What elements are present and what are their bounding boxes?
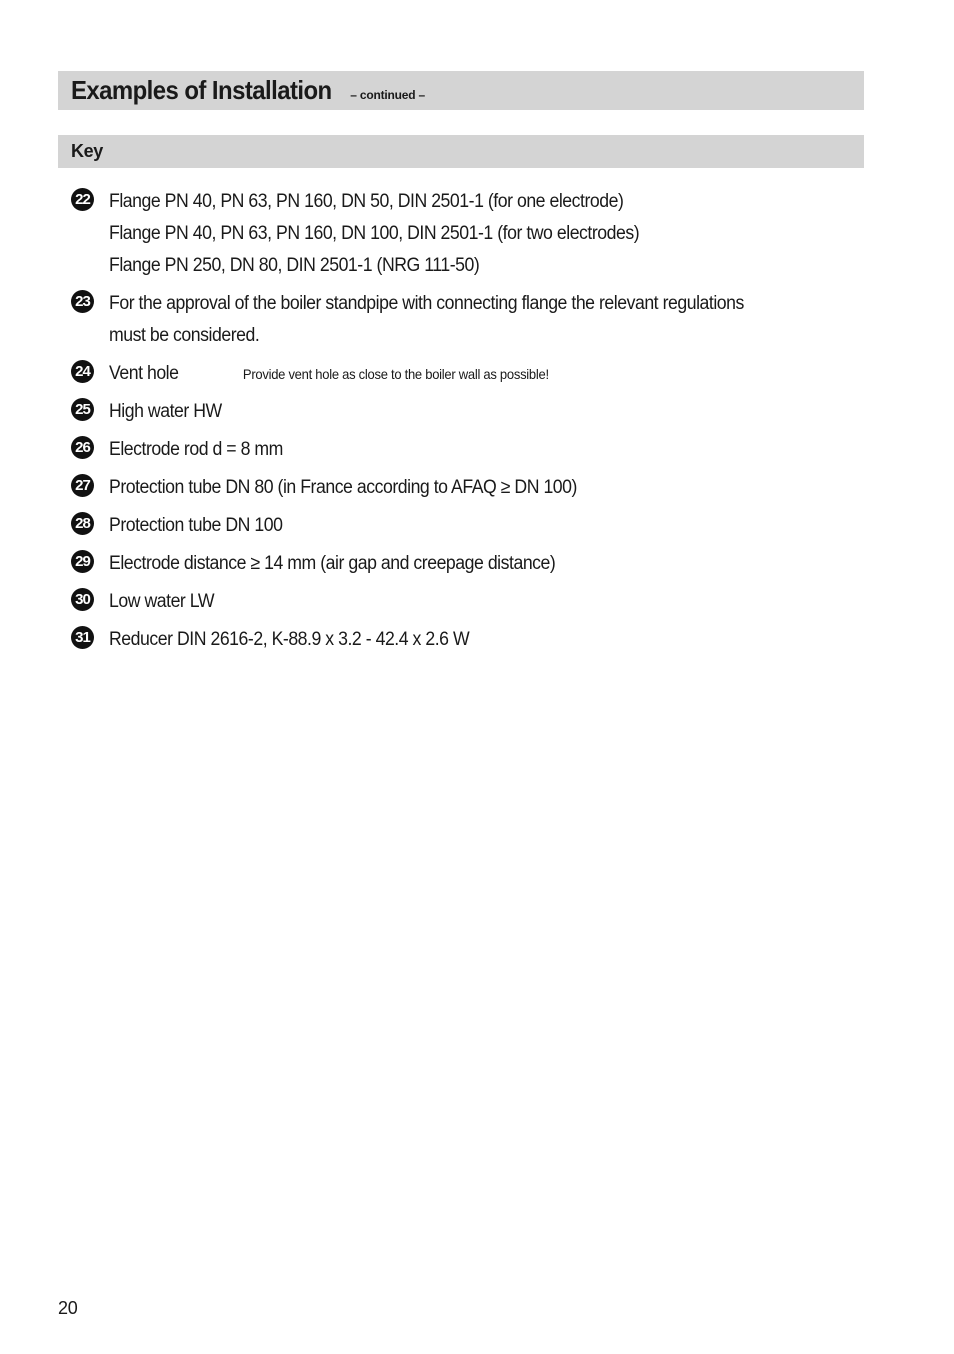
page-number: 20	[58, 1298, 78, 1318]
page-title: Examples of Installation	[71, 75, 332, 105]
key-item-text: Vent hole	[109, 363, 179, 384]
key-item-29	[71, 548, 831, 580]
key-item-28	[71, 510, 831, 542]
key-item-25	[71, 396, 831, 428]
key-item-text: must be considered.	[109, 325, 260, 346]
key-title: Key	[71, 141, 103, 161]
page-header	[58, 71, 864, 110]
key-item-31	[71, 624, 831, 656]
number-badge-icon: 25	[71, 398, 94, 421]
key-item-30	[71, 586, 831, 618]
key-item-text: Protection tube DN 100	[109, 515, 283, 536]
key-item-text: Protection tube DN 80 (in France according to AFAQ ≥ DN 100)	[109, 477, 577, 498]
key-item-text: Flange PN 40, PN 63, PN 160, DN 50, DIN 2501-1 (for one electrode)	[109, 191, 624, 212]
key-item-text: Electrode distance ≥ 14 mm (air gap and creepage distance)	[109, 553, 556, 574]
key-item-text: For the approval of the boiler standpipe with connecting flange the relevant regulations	[109, 293, 744, 314]
key-list	[71, 186, 831, 662]
number-badge-icon: 22	[71, 188, 94, 211]
key-item-23	[71, 288, 831, 352]
key-item-24	[71, 358, 831, 390]
key-item-27	[71, 472, 831, 504]
key-item-note: Provide vent hole as close to the boiler wall as possible!	[242, 366, 549, 382]
number-badge-icon: 31	[71, 626, 94, 649]
key-item-text: Flange PN 40, PN 63, PN 160, DN 100, DIN 2501-1 (for two electrodes)	[109, 223, 640, 244]
number-badge-icon: 30	[71, 588, 94, 611]
number-badge-icon: 26	[71, 436, 94, 459]
number-badge-icon: 27	[71, 474, 94, 497]
key-item-text: Flange PN 250, DN 80, DIN 2501-1 (NRG 111-50)	[109, 255, 480, 276]
key-item-text: Low water LW	[109, 591, 215, 612]
key-item-text: Reducer DIN 2616-2, K-88.9 x 3.2 - 42.4 x 2.6 W	[109, 629, 470, 650]
key-item-text: High water HW	[109, 401, 222, 422]
page-subtitle: – continued –	[350, 87, 425, 102]
key-item-26	[71, 434, 831, 466]
key-item-22	[71, 186, 831, 282]
number-badge-icon: 28	[71, 512, 94, 535]
number-badge-icon: 23	[71, 290, 94, 313]
key-section-header	[58, 135, 864, 168]
key-item-text: Electrode rod d = 8 mm	[109, 439, 283, 460]
key-item-row	[109, 358, 780, 390]
number-badge-icon: 24	[71, 360, 94, 383]
number-badge-icon: 29	[71, 550, 94, 573]
